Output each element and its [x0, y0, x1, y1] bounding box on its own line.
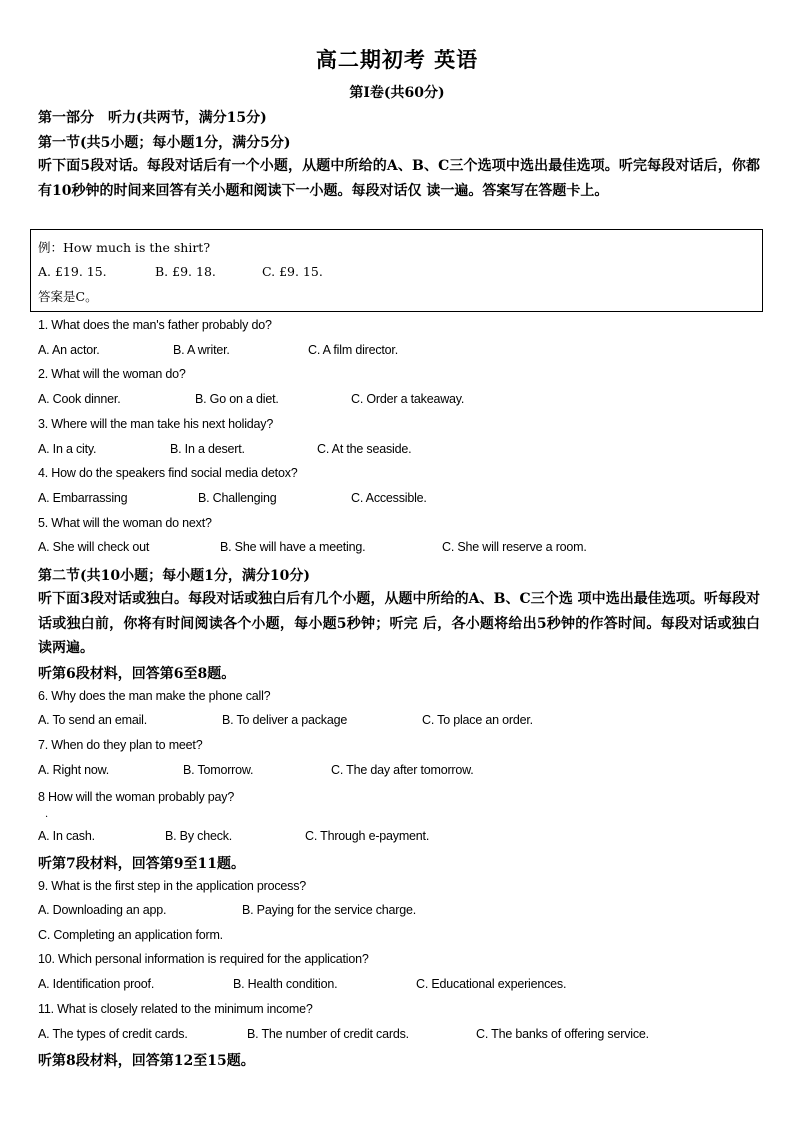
question-11: 11. What is closely related to the minimum income? [38, 1002, 313, 1016]
q6-option-a: A. To send an email. [38, 713, 148, 727]
question-10: 10. Which personal information is required for the application? [38, 952, 369, 966]
q2-option-b: B. Go on a diet. [195, 392, 279, 406]
section1-instruction: 听下面5段对话。每段对话后有一个小题，从题中所给的A、B、C三个选项中选出最佳选项。听完每段对话后，你都有10秒钟的时间来回答有关小题和阅读下一小题。每段对话仅 读一遍。答案写在答题卡上。 [38, 158, 760, 199]
material-7-heading: 听第7段材料，回答第9至11题。 [38, 856, 245, 872]
q8-option-a: A. In cash. [38, 829, 95, 843]
q1-option-c: C. A film director. [308, 343, 398, 357]
example-answer: 答案是C。 [38, 289, 98, 304]
q4-option-c: C. Accessible. [351, 491, 427, 505]
question-1: 1. What does the man's father probably do? [38, 318, 272, 332]
q3-option-b: B. In a desert. [170, 442, 245, 456]
q3-option-a: A. In a city. [38, 442, 97, 456]
q7-option-c: C. The day after tomorrow. [331, 763, 474, 777]
q9-option-c: C. Completing an application form. [38, 928, 223, 942]
q1-option-b: B. A writer. [173, 343, 230, 357]
q11-option-a: A. The types of credit cards. [38, 1027, 188, 1041]
q5-option-a: A. She will check out [38, 540, 150, 554]
q11-option-c: C. The banks of offering service. [476, 1027, 649, 1041]
question-9: 9. What is the first step in the application process? [38, 879, 307, 893]
q6-option-c: C. To place an order. [422, 713, 533, 727]
question-5: 5. What will the woman do next? [38, 516, 212, 530]
material-6-heading: 听第6段材料，回答第6至8题。 [38, 666, 236, 682]
q2-option-a: A. Cook dinner. [38, 392, 121, 406]
section2-instruction: 听下面3段对话或独白。每段对话或独白后有几个小题，从题中所给的A、B、C三个选 项中选出最佳选项。听每段对话或独白前，你将有时间阅读各个小题，每小题5秒钟；听完 后，各小题将给出5秒钟的作答时间。每段对话或独白读两遍。 [38, 591, 760, 656]
example-option-a: A. £19. 15. [38, 264, 107, 279]
material-8-heading: 听第8段材料，回答第12至15题。 [38, 1053, 255, 1069]
question-7: 7. When do they plan to meet? [38, 738, 203, 752]
q10-option-c: C. Educational experiences. [416, 977, 567, 991]
stray-mark: · [45, 812, 49, 823]
question-4: 4. How do the speakers find social media detox? [38, 466, 298, 480]
q5-option-c: C. She will reserve a room. [442, 540, 587, 554]
example-option-c: C. £9. 15. [262, 264, 323, 279]
q2-option-c: C. Order a takeaway. [351, 392, 465, 406]
q5-option-b: B. She will have a meeting. [220, 540, 366, 554]
section1-heading: 第一节(共5小题；每小题1分，满分5分) [38, 135, 291, 151]
part1-heading: 第一部分 听力(共两节，满分15分) [38, 110, 267, 126]
question-6: 6. Why does the man make the phone call? [38, 689, 271, 703]
example-question: 例：How much is the shirt? [38, 240, 211, 255]
q6-option-b: B. To deliver a package [222, 713, 348, 727]
q9-option-a: A. Downloading an app. [38, 903, 167, 917]
q1-option-a: A. An actor. [38, 343, 100, 357]
question-3: 3. Where will the man take his next holiday? [38, 417, 274, 431]
q10-option-a: A. Identification proof. [38, 977, 155, 991]
question-2: 2. What will the woman do? [38, 367, 186, 381]
question-8: 8 How will the woman probably pay? [38, 790, 235, 804]
q9-option-b: B. Paying for the service charge. [242, 903, 417, 917]
section2-heading: 第二节(共10小题；每小题1分，满分10分) [38, 568, 310, 584]
q10-option-b: B. Health condition. [233, 977, 338, 991]
q3-option-c: C. At the seaside. [317, 442, 412, 456]
page-title: 高二期初考 英语 [315, 47, 479, 72]
example-box [30, 229, 763, 312]
q7-option-a: A. Right now. [38, 763, 110, 777]
volume-heading: 第I卷(共60分) [349, 85, 445, 101]
q7-option-b: B. Tomorrow. [183, 763, 254, 777]
q8-option-b: B. By check. [165, 829, 233, 843]
example-option-b: B. £9. 18. [155, 264, 216, 279]
q8-option-c: C. Through e-payment. [305, 829, 430, 843]
q4-option-a: A. Embarrassing [38, 491, 128, 505]
q4-option-b: B. Challenging [198, 491, 277, 505]
q11-option-b: B. The number of credit cards. [247, 1027, 409, 1041]
